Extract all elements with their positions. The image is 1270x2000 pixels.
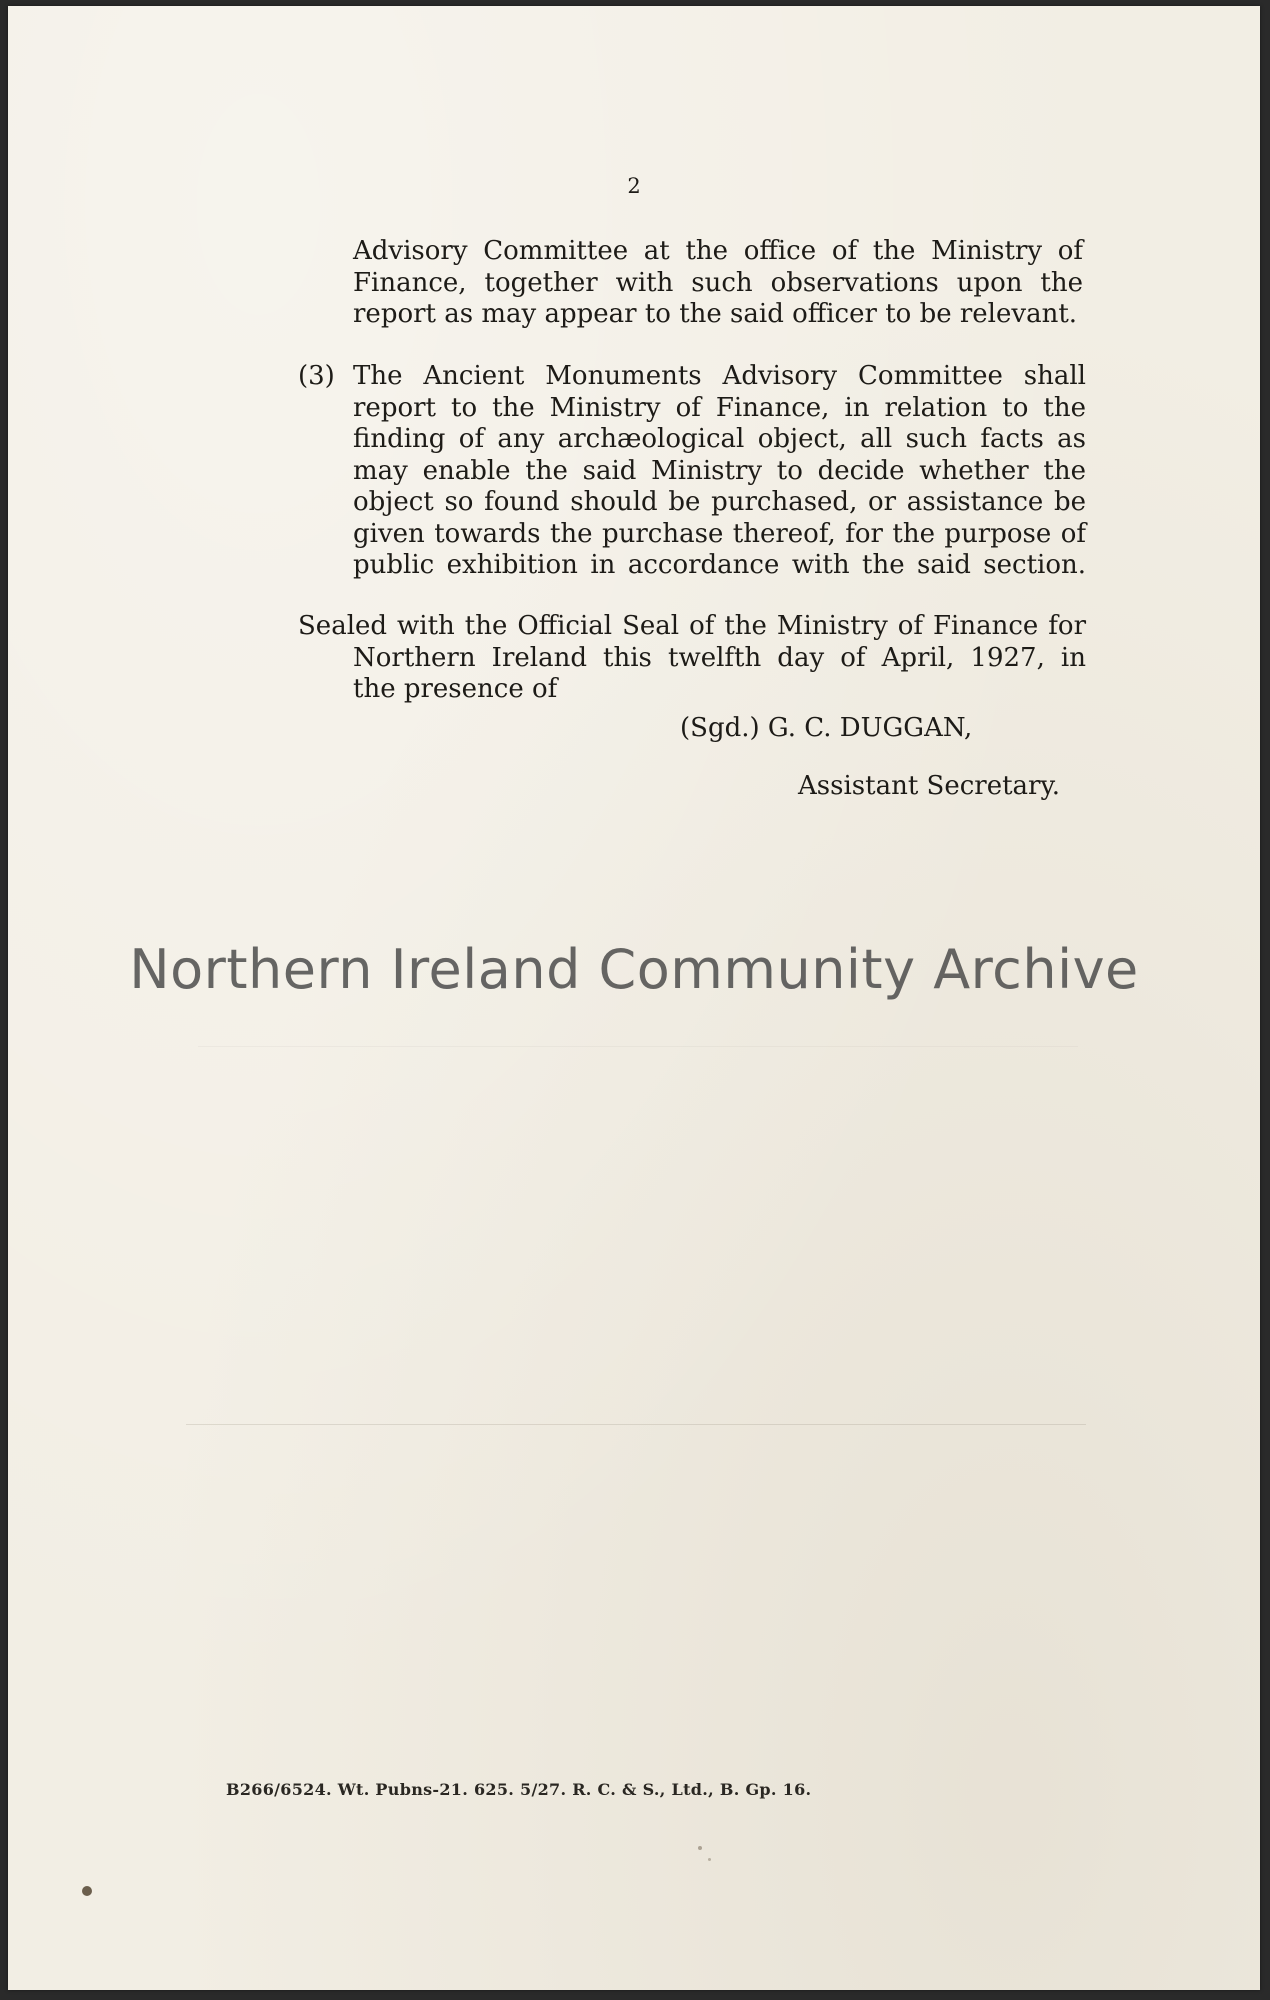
paragraph-3 [298, 361, 1086, 582]
text-line: the presence of [353, 674, 558, 704]
continuation-paragraph [353, 236, 1083, 331]
text-line: Northern Ireland this twelfth day of April, 1927, in [353, 642, 1086, 673]
text-line: public exhibition in accordance with the said section. [353, 550, 1086, 580]
signatory-title: Assistant Secretary. [798, 771, 1060, 801]
printer-imprint: B266/6524. Wt. Pubns-21. 625. 5/27. R. C. & S., Ltd., B. Gp. 16. [226, 1780, 812, 1799]
text-line: may enable the said Ministry to decide whether the [353, 455, 1086, 486]
paper-speck [82, 1886, 92, 1896]
sealing-clause [298, 611, 1086, 706]
document-page [8, 6, 1260, 1990]
text-line: finding of any archæological object, all such facts as [353, 424, 1086, 454]
text-line: report to the Ministry of Finance, in relation to the [353, 392, 1086, 423]
archive-watermark: Northern Ireland Community Archive [129, 938, 1139, 1001]
footer-divider [186, 1424, 1086, 1425]
show-through-text [198, 1046, 1078, 1387]
paper-speck [698, 1846, 702, 1850]
text-line: report as may appear to the said officer to be relevant. [353, 299, 1078, 329]
text-line: given towards the purchase thereof, for the purpose of [353, 518, 1086, 549]
signatory-name: (Sgd.) G. C. DUGGAN, [680, 713, 973, 743]
page-number: 2 [627, 174, 641, 198]
text-line: Sealed with the Official Seal of the Ministry of Finance for [298, 611, 1086, 641]
text-line: The Ancient Monuments Advisory Committee shall [353, 361, 1086, 391]
text-line: Advisory Committee at the office of the Ministry of [353, 236, 1083, 266]
text-line: Finance, together with such observations upon the [353, 267, 1083, 298]
paragraph-body [353, 361, 1086, 582]
paper-speck [708, 1858, 711, 1861]
text-line: object so found should be purchased, or assistance be [353, 487, 1086, 517]
paragraph-number: (3) [298, 361, 335, 391]
